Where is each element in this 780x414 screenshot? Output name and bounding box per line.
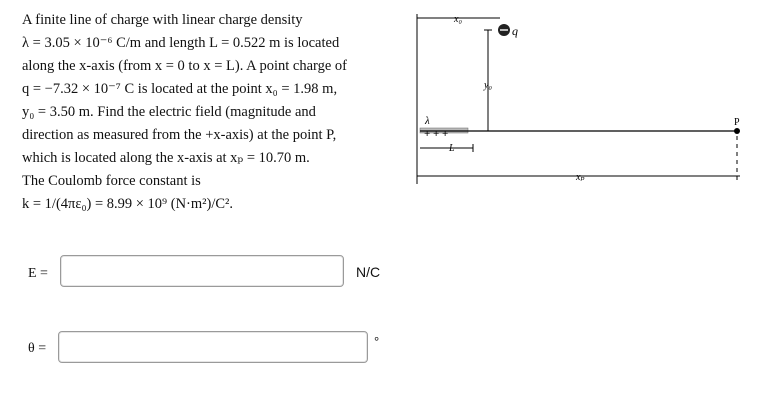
problem-line: A finite line of charge with linear charge density <box>22 12 303 28</box>
problem-line: along the x-axis (from x = 0 to x = L). A point charge of <box>22 58 347 74</box>
problem-line: which is located along the x-axis at xₚ = 10.70 m. <box>22 150 310 166</box>
problem-line: y₀ = 3.50 m. Find the electric field (magnitude and <box>22 104 316 120</box>
problem-statement <box>22 9 402 216</box>
plus-signs: + + + <box>424 128 449 140</box>
angle-input[interactable] <box>58 331 368 363</box>
field-input[interactable] <box>60 255 344 287</box>
charge-diagram <box>410 8 770 198</box>
xp-label: xₚ <box>576 172 585 183</box>
problem-line: λ = 3.05 × 10⁻⁶ C/m and length L = 0.522 m is located <box>22 35 340 51</box>
problem-line: The Coulomb force constant is <box>22 173 201 189</box>
lambda-label: λ <box>425 115 430 127</box>
problem-line: direction as measured from the +x-axis) at the point P, <box>22 127 337 143</box>
x0-label: x₀ <box>454 14 462 25</box>
q-label: q <box>512 24 518 38</box>
point-P <box>734 128 740 134</box>
angle-label: θ = <box>28 341 47 356</box>
field-unit: N/C <box>356 264 381 280</box>
field-answer-row <box>0 255 420 295</box>
degree-unit: ° <box>374 334 380 349</box>
angle-answer-row <box>0 330 420 370</box>
field-label: E = <box>28 266 48 281</box>
problem-line: q = −7.32 × 10⁻⁷ C is located at the point x₀ = 1.98 m, <box>22 81 338 97</box>
P-label: P <box>734 117 740 128</box>
problem-line: k = 1/(4πε₀) = 8.99 × 10⁹ (N·m²)/C². <box>22 196 233 212</box>
y0-label: y₀ <box>484 80 492 91</box>
L-label: L <box>449 143 455 154</box>
